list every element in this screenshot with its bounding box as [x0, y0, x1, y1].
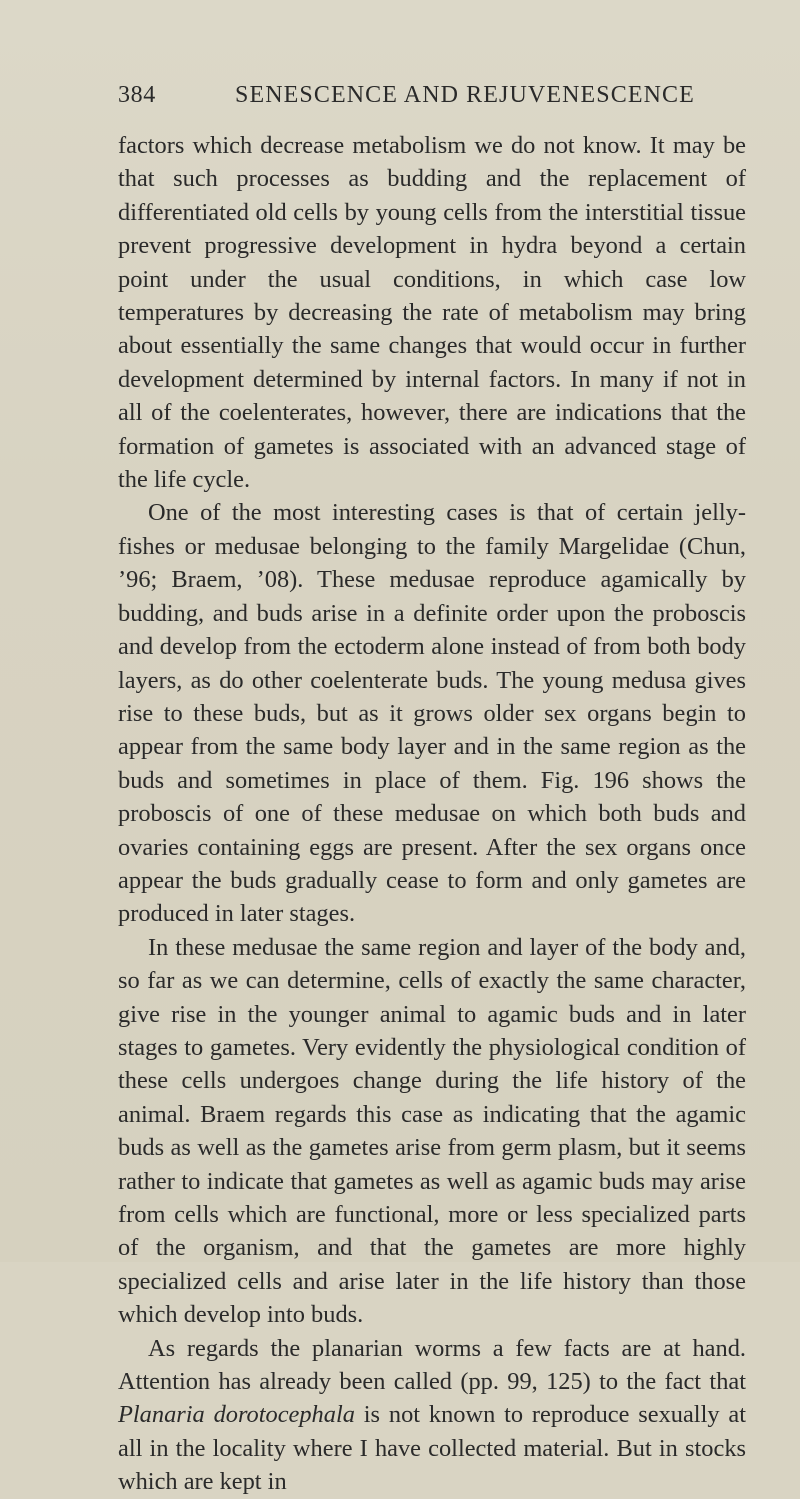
- paragraph-2: One of the most interesting cases is that of certain jelly-fishes or medusae belonging to the family Margelidae (Chun, ’96; Braem, ’08). These medusae reproduce agamically by budding, and buds arise in a definite order upon the proboscis and develop from the ectoderm alone instead of from both body layers, as do other coelenterate buds. The young medusa gives rise to these buds, but as it grows older sex organs begin to appear from the same body layer and in the same region as the buds and sometimes in place of them. Fig. 196 shows the proboscis of one of these medusae on which both buds and ovaries containing eggs are present. After the sex organs once appear the buds gradually cease to form and only gametes are produced in later stages.: [118, 499, 746, 928]
- species-name: Planaria dorotocephala: [118, 1401, 355, 1429]
- paragraph-4-start: As regards the planarian worms a few facts are at hand. Attention has already been called (pp. 99, 125) to the fact that: [118, 1334, 746, 1396]
- paragraph-4: [118, 1332, 746, 1499]
- running-title: SENESCENCE AND REJUVENESCENCE: [235, 82, 695, 108]
- body-text: [118, 129, 746, 1499]
- paragraph-3: In these medusae the same region and layer of the body and, so far as we can determine, cells of exactly the same character, give rise in the younger animal to agamic buds and in later stages to gametes. Very evidently the physiological condition of these cells undergoes change during the life history of the animal. Braem regards this case as indicating that the agamic buds as well as the gametes arise from germ plasm, but it seems rather to indicate that gametes as well as agamic buds may arise from cells which are functional, more or less specialized parts of the organism, and that the gametes are more highly specialized cells and arise later in the life history than those which develop into buds.: [118, 933, 746, 1329]
- paragraph-1: factors which decrease metabolism we do not know. It may be that such processes as budding and the replacement of differentiated old cells by young cells from the interstitial tissue prevent progressive development in hydra beyond a certain point under the usual conditions, in which case low temperatures by decreasing the rate of metabolism may bring about essentially the same changes that would occur in further development determined by internal factors. In many if not in all of the coelenterates, however, there are indications that the formation of gametes is associated with an advanced stage of the life cycle.: [118, 132, 746, 494]
- page-header: [118, 82, 748, 122]
- paragraph-4-end: is not known to reproduce sexually at all in the locality where I have collected material. But in stocks which are kept in: [118, 1401, 746, 1496]
- page-number: 384: [118, 82, 156, 108]
